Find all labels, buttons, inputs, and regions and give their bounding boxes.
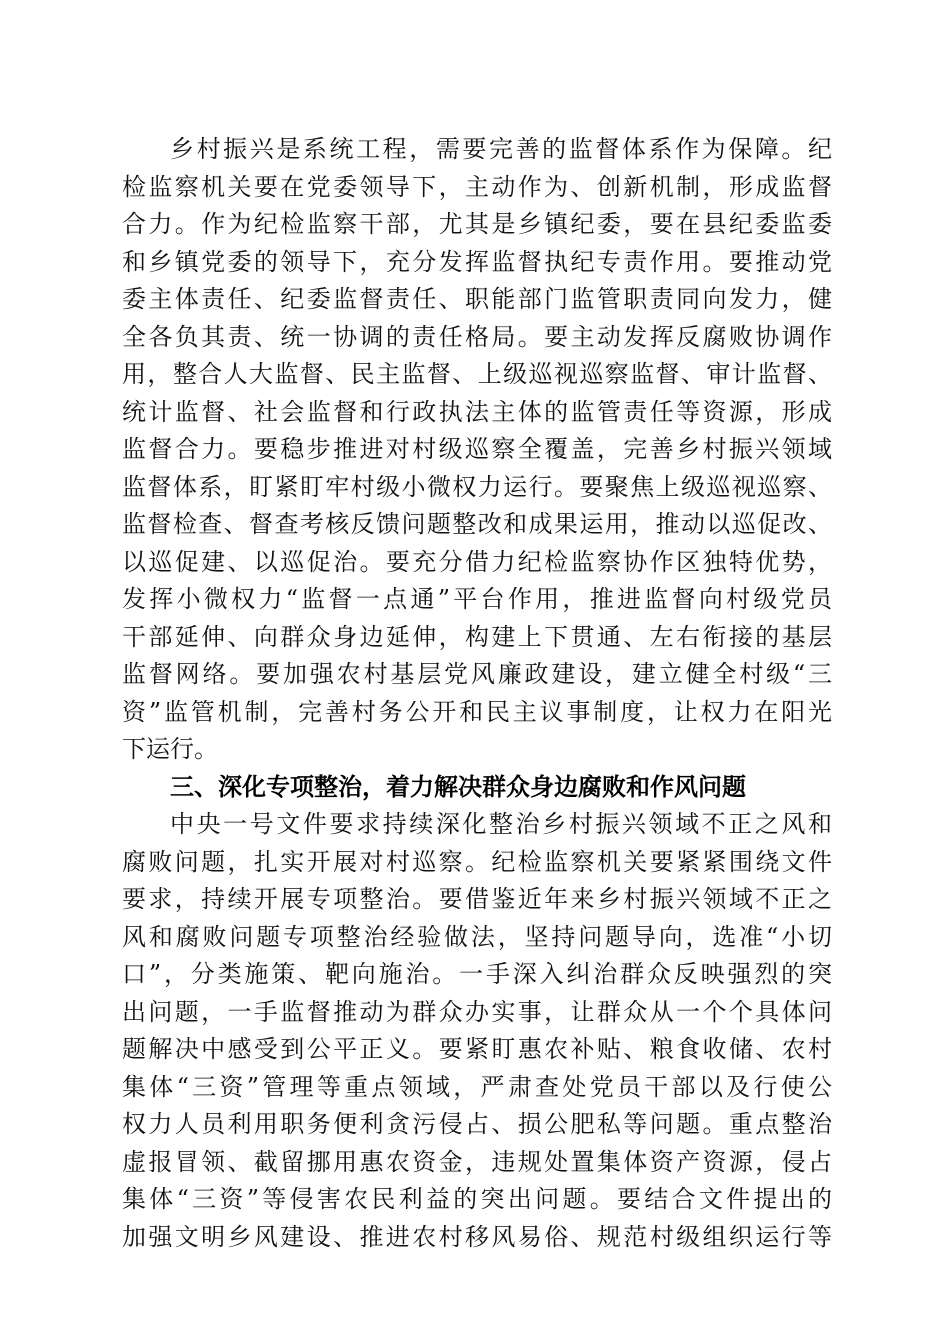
- text-line: 检监察机关要在党委领导下，主动作为、创新机制，形成监督: [122, 172, 832, 201]
- text-line: 集体“三资”等侵害农民利益的突出问题。要结合文件提出的: [122, 1185, 832, 1213]
- text-line: 资”监管机制，完善村务公开和民主议事制度，让权力在阳光: [122, 697, 832, 726]
- text-line: 加强文明乡风建设、推进农村移风易俗、规范村级组织运行等: [122, 1222, 832, 1251]
- text-line: 全各负其责、统一协调的责任格局。要主动发挥反腐败协调作: [122, 322, 832, 351]
- text-line: 以巡促建、以巡促治。要充分借力纪检监察协作区独特优势，: [122, 547, 832, 576]
- text-line: 虚报冒领、截留挪用惠农资金，违规处置集体资产资源，侵占: [122, 1147, 832, 1176]
- text-line: 用，整合人大监督、民主监督、上级巡视巡察监督、审计监督、: [122, 360, 832, 388]
- text-line: 腐败问题，扎实开展对村巡察。纪检监察机关要紧紧围绕文件: [122, 847, 832, 876]
- text-line: 监督合力。要稳步推进对村级巡察全覆盖，完善乡村振兴领域: [122, 435, 832, 463]
- text-line: 委主体责任、纪委监督责任、职能部门监管职责同向发力，健: [122, 285, 832, 313]
- text-line: 出问题，一手监督推动为群众办实事，让群众从一个个具体问: [122, 997, 832, 1026]
- paragraph-supervision-system: [122, 131, 832, 769]
- text-line: 口”，分类施策、靶向施治。一手深入纠治群众反映强烈的突: [122, 960, 832, 988]
- text-line: 发挥小微权力“监督一点通”平台作用，推进监督向村级党员: [122, 585, 832, 613]
- text-line: 乡村振兴是系统工程，需要完善的监督体系作为保障。纪: [170, 135, 832, 163]
- text-line: 干部延伸、向群众身边延伸，构建上下贯通、左右衔接的基层: [122, 622, 832, 651]
- text-line: 集体“三资”管理等重点领域，严肃查处党员干部以及行使公: [122, 1072, 832, 1101]
- text-line: 监督网络。要加强农村基层党风廉政建设，建立健全村级“三: [122, 660, 832, 688]
- document-page: [122, 131, 832, 1256]
- text-line: 题解决中感受到公平正义。要紧盯惠农补贴、粮食收储、农村: [122, 1035, 832, 1063]
- text-line: 下运行。: [122, 735, 218, 763]
- paragraph-special-rectification: [122, 806, 832, 1256]
- text-line: 中央一号文件要求持续深化整治乡村振兴领域不正之风和: [170, 810, 832, 838]
- text-line: 监督检查、督查考核反馈问题整改和成果运用，推动以巡促改、: [122, 510, 832, 538]
- text-line: 和乡镇党委的领导下，充分发挥监督执纪专责作用。要推动党: [122, 247, 832, 276]
- text-line: 合力。作为纪检监察干部，尤其是乡镇纪委，要在县纪委监委: [122, 210, 832, 238]
- text-line: 权力人员利用职务便利贪污侵占、损公肥私等问题。重点整治: [122, 1110, 832, 1138]
- text-line: 统计监督、社会监督和行政执法主体的监管责任等资源，形成: [122, 397, 832, 426]
- text-line: 要求，持续开展专项整治。要借鉴近年来乡村振兴领域不正之: [122, 885, 832, 913]
- text-line: 监督体系，盯紧盯牢村级小微权力运行。要聚焦上级巡视巡察、: [122, 472, 832, 501]
- section-heading: 三、深化专项整治，着力解决群众身边腐败和作风问题: [170, 772, 746, 801]
- text-line: 风和腐败问题专项整治经验做法，坚持问题导向，选准“小切: [122, 922, 832, 951]
